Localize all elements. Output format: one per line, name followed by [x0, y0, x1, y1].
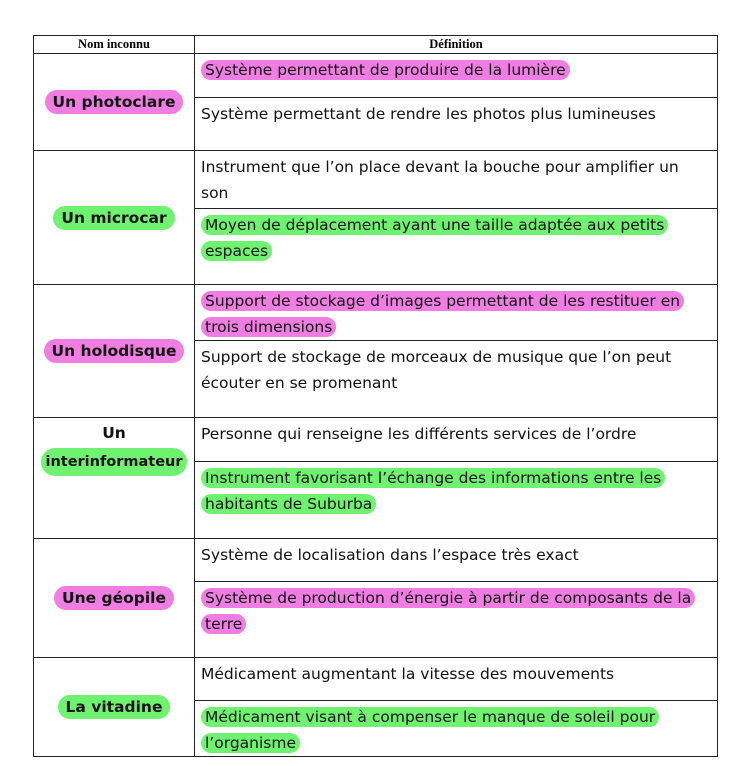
definition-text: Support de stockage de morceaux de musique que l’on peut écouter en se promenant: [201, 348, 672, 392]
definition-text: Système de localisation dans l’espace très exact: [201, 546, 579, 564]
definition-text: Système de production d’énergie à partir de composants de la terre: [201, 588, 695, 634]
term-label: Un holodisque: [44, 339, 185, 363]
term-label: Un microcar: [53, 206, 174, 230]
term-label: Un photoclare: [45, 90, 184, 114]
term-cell: [34, 285, 195, 418]
definition-text: Instrument favorisant l’échange des informations entre les habitants de Suburba: [201, 468, 665, 514]
table-row: [34, 418, 718, 462]
definition-text: Instrument que l’on place devant la bouche pour amplifier un son: [201, 158, 679, 202]
definition-cell: [195, 582, 718, 658]
definition-cell: [195, 341, 718, 418]
definition-text: Système permettant de produire de la lumière: [201, 60, 570, 80]
table-row: [34, 539, 718, 582]
term-cell: [34, 418, 195, 539]
header-term: Nom inconnu: [34, 36, 195, 54]
term-cell: [34, 54, 195, 151]
term-cell: [34, 539, 195, 658]
term-label: interinformateur: [41, 448, 186, 476]
term-wrapper: [102, 420, 126, 446]
definition-cell: [195, 54, 718, 98]
definition-cell: [195, 209, 718, 285]
definition-cell: [195, 658, 718, 701]
header-row: [34, 36, 718, 54]
definition-cell: [195, 462, 718, 539]
definition-cell: [195, 701, 718, 757]
term-label: Une géopile: [54, 586, 174, 610]
table-row: [34, 54, 718, 98]
definition-text: Système permettant de rendre les photos plus lumineuses: [201, 105, 656, 123]
table-row: [34, 658, 718, 701]
definition-cell: [195, 98, 718, 151]
term-cell: [34, 151, 195, 285]
header-definition: Définition: [195, 36, 718, 54]
definition-text: Moyen de déplacement ayant une taille adaptée aux petits espaces: [201, 215, 668, 261]
definition-cell: [195, 539, 718, 582]
term-cell: [34, 658, 195, 757]
definition-text: Médicament augmentant la vitesse des mouvements: [201, 665, 615, 683]
definition-cell: [195, 285, 718, 341]
term-label-line: Un: [102, 424, 126, 442]
definition-text: Médicament visant à compenser le manque de soleil pour l’organisme: [201, 707, 659, 753]
table-row: [34, 285, 718, 341]
term-label: La vitadine: [58, 695, 171, 719]
definition-text: Personne qui renseigne les différents services de l’ordre: [201, 425, 637, 443]
definitions-table: [33, 35, 718, 757]
definition-cell: [195, 151, 718, 209]
table-row: [34, 151, 718, 209]
definition-text: Support de stockage d’images permettant de les restituer en trois dimensions: [201, 291, 684, 337]
definition-cell: [195, 418, 718, 462]
